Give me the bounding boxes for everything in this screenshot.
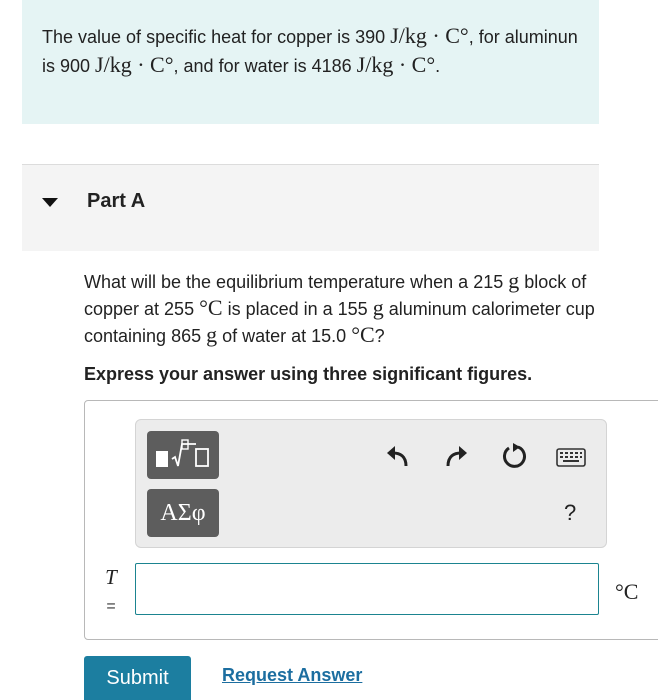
unit-specific-heat: J/kg · C° — [390, 23, 469, 48]
reset-icon[interactable] — [500, 442, 528, 470]
answer-unit: °C — [615, 579, 639, 604]
variable-symbol: T — [105, 565, 117, 589]
templates-button[interactable] — [147, 431, 219, 479]
intro-text: The value of specific heat for copper is 390 J/kg · C°, for aluminun is 900 J/kg · C°, and for water is 4186 J/kg · C°. — [42, 23, 578, 77]
math-toolbar — [135, 419, 607, 548]
problem-intro — [22, 0, 599, 124]
collapse-triangle-icon[interactable] — [42, 198, 58, 207]
part-a-header[interactable] — [22, 164, 599, 251]
unit-specific-heat: J/kg · C° — [95, 52, 174, 77]
submit-button[interactable]: Submit — [84, 656, 191, 700]
request-answer-link[interactable]: Request Answer — [222, 665, 363, 685]
unit-grams: g — [206, 322, 218, 347]
templates-icon — [153, 437, 213, 473]
keyboard-icon[interactable] — [556, 448, 586, 468]
part-title: Part A — [87, 190, 146, 212]
question-text: What will be the equilibrium temperature when a 215 g block of copper at 255 °C is placed in a 155 g aluminum calorimeter cup containing 865 g of water at 15.0 °C? — [84, 268, 595, 347]
answer-variable-label — [101, 565, 121, 616]
equals-sign: = — [106, 598, 116, 615]
answer-instruction: Express your answer using three significant figures. — [84, 364, 533, 384]
unit-celsius: °C — [351, 322, 375, 347]
answer-box — [84, 400, 658, 640]
answer-input[interactable] — [135, 563, 599, 615]
unit-grams: g — [372, 295, 384, 320]
help-icon[interactable]: ? — [564, 500, 577, 525]
unit-grams: g — [508, 268, 520, 293]
unit-specific-heat: J/kg · C° — [356, 52, 436, 77]
symbols-button[interactable]: ΑΣφ — [147, 489, 219, 537]
redo-icon[interactable] — [442, 442, 470, 470]
undo-icon[interactable] — [384, 442, 412, 470]
unit-celsius: °C — [199, 295, 223, 320]
